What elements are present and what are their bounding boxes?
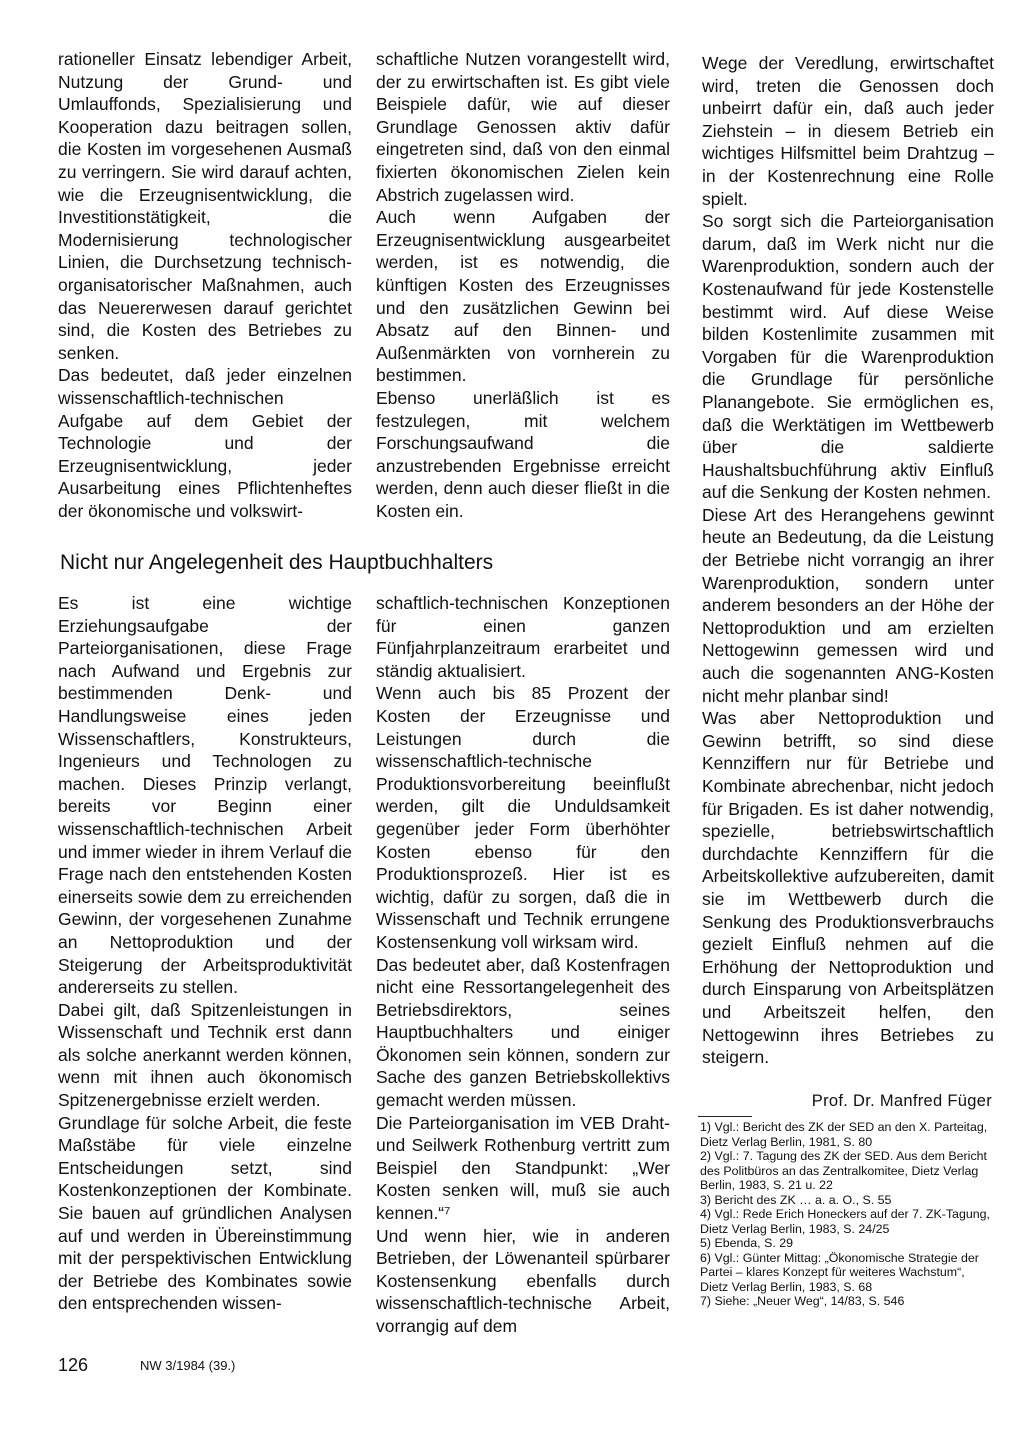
footnote: 1) Vgl.: Bericht des ZK der SED an den X. Parteitag, Dietz Verlag Berlin, 1981, S. 80 <box>700 1120 988 1149</box>
text-column-4 <box>58 592 352 1315</box>
paragraph: Grundlage für solche Arbeit, die feste Maßstäbe für viele einzelne Entscheidungen setzt, sind Kostenkonzeptionen der Kombinate. Sie bauen auf gründlichen Analysen auf und werden in Übereinstimmung mit der perspektivischen Entwicklung der Betriebe des Kombinates sowie den entsprechenden wissen- <box>58 1112 352 1314</box>
paragraph: So sorgt sich die Parteiorganisation darum, daß im Werk nicht nur die Warenproduktion, sondern auch der Kostenaufwand für jede Kostenstelle bestimmt wird. Auf diese Weise bilden Kostenlimite zusammen mit Vorgaben für die Warenproduktion die Grundlage für persönliche Planangebote. Sie ermöglichen es, daß die Werktätigen im Wettbewerb über die saldierte Haushaltsbuchführung aktiv Einfluß auf die Senkung der Kosten nehmen. <box>702 211 994 503</box>
paragraph: schaftliche Nutzen vorangestellt wird, der zu erwirtschaften ist. Es gibt viele Beispiele dafür, wie auf dieser Grundlage Genossen aktiv dafür eingetreten sind, daß von den einmal fixierten ökonomischen Zielen kein Abstrich zugelassen wird. <box>376 49 670 205</box>
text-column-1 <box>58 48 352 522</box>
paragraph: rationeller Einsatz lebendiger Arbeit, Nutzung der Grund- und Umlauffonds, Spezialisierung und Kooperation dazu beitragen sollen, die Kosten im vorgesehenen Ausmaß zu verringern. Sie wird darauf achten, wie die Erzeugnisentwicklung, die Investitionstätigkeit, die Modernisierung technologischer Linien, die Durchsetzung technisch-organisatorischer Maßnahmen, auch das Neuererwesen darauf gerichtet sind, die Kosten des Betriebes zu senken. <box>58 49 352 363</box>
text-column-5 <box>376 592 670 1338</box>
paragraph: Dabei gilt, daß Spitzenleistungen in Wissenschaft und Technik erst dann als solche anerkannt werden können, wenn mit ihnen auch ökonomisch Spitzenergebnisse erzielt werden. <box>58 999 352 1111</box>
paragraph: Das bedeutet aber, daß Kostenfragen nicht eine Ressortangelegenheit des Betriebsdirektors, seines Hauptbuchhalters und einiger Ökonomen sein können, sondern zur Sache des ganzen Betriebskollektivs gemacht werden müssen. <box>376 954 670 1111</box>
footnote: 2) Vgl.: 7. Tagung des ZK der SED. Aus dem Bericht des Politbüros an das Zentralkomitee, Dietz Verlag Berlin, 1983, S. 21 u. 22 <box>700 1149 987 1192</box>
paragraph: Und wenn hier, wie in anderen Betrieben, der Löwenanteil spürbarer Kostensenkung ebenfalls durch wissenschaftlich-technische Arbeit, vorrangig auf dem <box>376 1225 670 1336</box>
paragraph: Auch wenn Aufgaben der Erzeugnisentwicklung ausgearbeitet werden, ist es notwendig, die künftigen Kosten des Erzeugnisses und den zusätzlichen Gewinn bei Absatz auf den Binnen- und Außenmärkten von vornherein zu bestimmen. <box>376 207 670 386</box>
footnote: 5) Ebenda, S. 29 <box>700 1236 793 1250</box>
section-heading: Nicht nur Angelegenheit des Hauptbuchhalters <box>60 551 494 574</box>
paragraph: Das bedeutet, daß jeder einzelnen wissenschaftlich-technischen Aufgabe auf dem Gebiet der Technologie und der Erzeugnisentwicklung, jeder Ausarbeitung eines Pflichtenheftes der ökonomische und volkswirt- <box>58 365 352 521</box>
footnotes <box>700 1120 990 1309</box>
footnote-divider <box>698 1116 752 1117</box>
paragraph: Ebenso unerläßlich ist es festzulegen, mit welchem Forschungsaufwand die anzustrebenden Ergebnisse erreicht werden, denn auch dieser fließt in die Kosten ein. <box>376 387 670 521</box>
page-number: 126 <box>58 1355 89 1375</box>
footnote: 3) Bericht des ZK … a. a. O., S. 55 <box>700 1192 892 1207</box>
paragraph: Wege der Veredlung, erwirtschaftet wird, treten die Genossen doch unbeirrt dafür ein, daß auch jeder Ziehstein – in diesem Betrieb ein wichtiges Hilfsmittel beim Drahtzug – in der Kostenrechnung eine Rolle spielt. <box>702 53 994 209</box>
footnote: 7) Siehe: „Neuer Weg“, 14/83, S. 546 <box>700 1294 905 1308</box>
paragraph: schaftlich-technischen Konzeptionen für einen ganzen Fünfjahrplanzeitraum erarbeitet und ständig aktualisiert. <box>376 593 670 681</box>
footnote: 6) Vgl.: Günter Mittag: „Ökonomische Strategie der Partei – klares Konzept für weiteres Wachstum“, Dietz Verlag Berlin, 1983, S. 68 <box>700 1250 979 1294</box>
paragraph: Die Parteiorganisation im VEB Draht- und Seilwerk Rothenburg vertritt zum Beispiel den Standpunkt: „Wer Kosten senken will, muß sie auch kennen.“⁷ <box>376 1112 670 1224</box>
paragraph: Wenn auch bis 85 Prozent der Kosten der Erzeugnisse und Leistungen durch die wissenschaftlich-technische Produktionsvorbereitung beeinflußt werden, gilt die Unduldsamkeit gegenüber jeder Form überhöhter Kosten ebenso für den Produktionsprozeß. Hier ist es wichtig, dafür zu sorgen, daß die in Wissenschaft und Technik errungene Kostensenkung voll wirksam wird. <box>376 683 670 952</box>
author-signature: Prof. Dr. Manfred Füger <box>811 1092 992 1110</box>
footnote: 4) Vgl.: Rede Erich Honeckers auf der 7. ZK-Tagung, Dietz Verlag Berlin, 1983, S. 24/25 <box>700 1207 990 1236</box>
text-column-3 <box>702 52 994 1069</box>
paragraph: Was aber Nettoproduktion und Gewinn betrifft, so sind diese Kennziffern nur für Betriebe und Kombinate abrechenbar, nicht jedoch für Brigaden. Es ist daher notwendig, spezielle, betriebswirtschaftlich durchdachte Kennziffern für die Arbeitskollektive aufzubereiten, damit sie im Wettbewerb durch die Senkung des Produktionsverbrauchs gezielt Einfluß nehmen auf die Erhöhung der Nettoproduktion und durch Einsparung von Arbeitsplätzen und Arbeitszeit helfen, den Nettogewinn ihres Betriebes zu steigern. <box>702 708 994 1068</box>
paragraph: Es ist eine wichtige Erziehungsaufgabe der Parteiorganisationen, diese Frage nach Aufwand und Ergebnis zur bestimmenden Denk- und Handlungsweise eines jeden Wissenschaftlers, Konstrukteurs, Ingenieurs und Technologen zu machen. Dieses Prinzip verlangt, bereits vor Beginn einer wissenschaftlich-technischen Arbeit und immer wieder in ihrem Verlauf die Frage nach den entstehenden Kosten einerseits sowie dem zu erreichenden Gewinn, der vorgesehenen Zunahme an Nettoproduktion und der Steigerung der Arbeitsproduktivität andererseits zu stellen. <box>58 593 352 998</box>
text-column-2 <box>376 48 670 522</box>
journal-reference: NW 3/1984 (39.) <box>140 1358 236 1373</box>
paragraph: Diese Art des Herangehens gewinnt heute an Bedeutung, da die Leistung der Betriebe nicht vorrangig an ihrer Warenproduktion, sondern unter anderem besonders an der Höhe der Nettoproduktion und am erzielten Nettogewinn gemessen wird und auch die sogenannten ANG-Kosten nicht mehr planbar sind! <box>702 504 994 706</box>
